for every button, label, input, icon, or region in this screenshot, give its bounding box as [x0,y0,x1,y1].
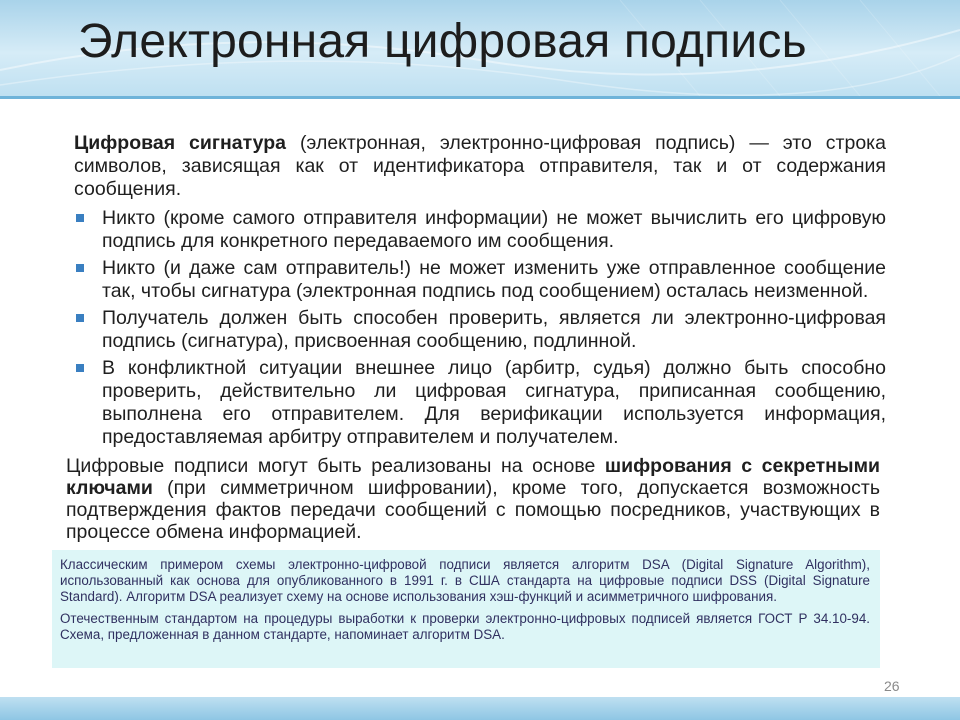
slide-footer [0,697,960,720]
bullet-text: В конфликтной ситуации внешнее лицо (арбитр, судья) должно быть способно проверить, действительно ли цифровая сигнатура, приписанная сообщению, выполнена его отправителем. Для верификации используется информация, предоставляемая арбитру отправителем и получателем. [102,357,886,448]
list-item [74,207,886,253]
intro-term: Цифровая сигнатура [74,132,286,154]
list-item [74,357,886,449]
note-paragraph: Отечественным стандартом на процедуры выработки к проверки электронно-цифровых подписей является ГОСТ Р 34.10-94. Схема, предложенная в данном стандарте, напоминает алгоритм DSA. [60,611,870,642]
note-box [52,550,880,668]
para2-after: (при симметричном шифровании), кроме того, допускается возможность подтверждения фактов передачи сообщений с помощью посредников, участвующих в процессе обмена информацией. [66,477,880,543]
list-item [74,307,886,353]
bullet-text: Никто (и даже сам отправитель!) не может изменить уже отправленное сообщение так, чтобы сигнатура (электронная подпись под сообщением) осталась неизменной. [102,257,886,302]
para2-bold: шифрования с секретными ключами [66,455,880,499]
para2-before: Цифровые подписи могут быть реализованы на основе [66,455,605,477]
square-bullet-icon [76,314,84,322]
intro-text: (электронная, электронно-цифровая подпись) — это строка символов, зависящая как от идентификатора отправителя, так и от содержания сообщения. [74,132,886,200]
bullet-list [74,207,886,449]
implementation-paragraph [66,455,880,543]
square-bullet-icon [76,214,84,222]
intro-paragraph [74,132,886,201]
slide-title: Электронная цифровая подпись [78,15,807,68]
list-item [74,257,886,303]
bullet-text: Получатель должен быть способен проверить, является ли электронно-цифровая подпись (сигнатура), присвоенная сообщению, подлинной. [102,307,886,352]
bullet-text: Никто (кроме самого отправителя информации) не может вычислить его цифровую подпись для конкретного передаваемого им сообщения. [102,207,886,252]
header-divider [0,96,960,99]
page-number: 26 [884,678,900,694]
square-bullet-icon [76,264,84,272]
main-content [74,132,886,453]
square-bullet-icon [76,364,84,372]
note-paragraph: Классическим примером схемы электронно-цифровой подписи является алгоритм DSA (Digital Signature Algorithm), использованный как основа для опубликованного в 1991 г. в США стандарта на цифровые подписи DSS (Digital Signature Standard). Алгоритм DSA реализует схему на основе использования хэш-функций и асимметричного шифрования. [60,557,870,604]
slide-header [0,0,960,96]
